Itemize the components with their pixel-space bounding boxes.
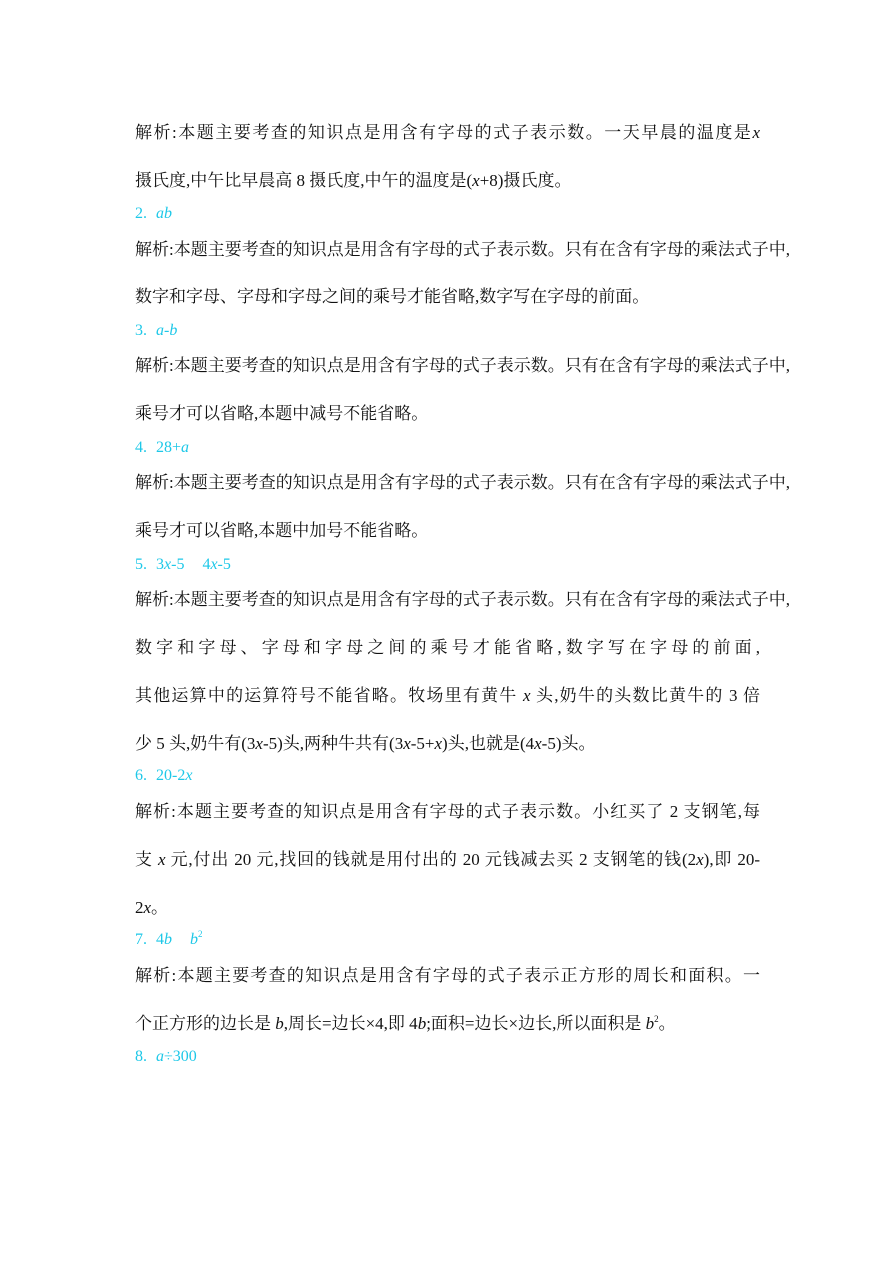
explanation-1-line-1: 解析:本题主要考查的知识点是用含有字母的式子表示数。一天早晨的温度是x — [135, 123, 760, 142]
explanation-4-line-1: 解析:本题主要考查的知识点是用含有字母的式子表示数。只有在含有字母的乘法式子中, — [135, 473, 790, 492]
explanation-5-line-2: 数字和字母、字母和字母之间的乘号才能省略,数字写在字母的前面, — [135, 638, 760, 657]
explanation-6-line-2: 支 x 元,付出 20 元,找回的钱就是用付出的 20 元钱减去买 2 支钢笔的钱(2x),即 20- — [135, 850, 760, 869]
explanation-2-line-2: 数字和字母、字母和字母之间的乘号才能省略,数字写在字母的前面。 — [135, 287, 650, 306]
explanation-7-line-1: 解析:本题主要考查的知识点是用含有字母的式子表示正方形的周长和面积。一 — [135, 966, 760, 985]
answer-5: 5. 3x-5 4x-5 — [135, 556, 231, 573]
explanation-1-line-2: 摄氏度,中午比早晨高 8 摄氏度,中午的温度是(x+8)摄氏度。 — [135, 171, 572, 190]
explanation-3-line-2: 乘号才可以省略,本题中减号不能省略。 — [135, 404, 429, 423]
explanation-7-line-2: 个正方形的边长是 b,周长=边长×4,即 4b;面积=边长×边长,所以面积是 $b^2$。 — [135, 1014, 676, 1033]
explanation-3-line-1: 解析:本题主要考查的知识点是用含有字母的式子表示数。只有在含有字母的乘法式子中, — [135, 356, 790, 375]
answer-4: 4. 28+a — [135, 439, 190, 456]
answer-2: 2. ab — [135, 205, 172, 222]
answer-7: 7. 4b $b^2$ — [135, 929, 203, 948]
explanation-5-line-4: 少 5 头,奶牛有(3x-5)头,两种牛共有(3x-5+x)头,也就是(4x-5)头。 — [135, 734, 596, 753]
answer-3: 3. a-b — [135, 322, 178, 339]
explanation-2-line-1: 解析:本题主要考查的知识点是用含有字母的式子表示数。只有在含有字母的乘法式子中, — [135, 240, 790, 259]
explanation-5-line-1: 解析:本题主要考查的知识点是用含有字母的式子表示数。只有在含有字母的乘法式子中, — [135, 590, 790, 609]
explanation-4-line-2: 乘号才可以省略,本题中加号不能省略。 — [135, 521, 429, 540]
answer-8: 8. a÷300 — [135, 1048, 197, 1065]
answer-6: 6. 20-2x — [135, 767, 193, 784]
explanation-6-line-3: 2x。 — [135, 898, 169, 917]
explanation-5-line-3: 其他运算中的运算符号不能省略。牧场里有黄牛 x 头,奶牛的头数比黄牛的 3 倍 — [135, 686, 761, 705]
explanation-6-line-1: 解析:本题主要考查的知识点是用含有字母的式子表示数。小红买了 2 支钢笔,每 — [135, 802, 760, 821]
